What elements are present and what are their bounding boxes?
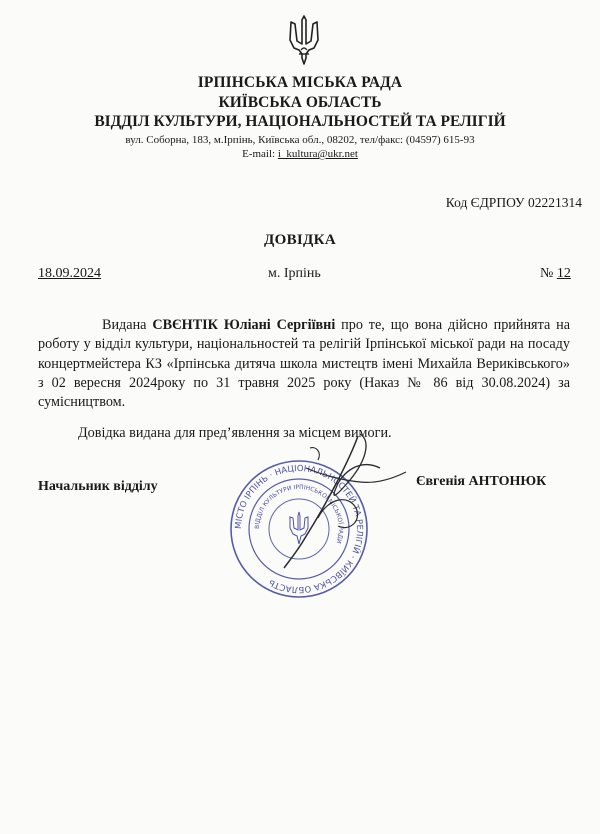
stamp-inner-text: ВІДДІЛ КУЛЬТУРИ ІРПІНСЬКОЇ МІСЬКОЇ РАДИ bbox=[253, 483, 345, 545]
number-label: № bbox=[540, 266, 557, 281]
trident-emblem-icon bbox=[287, 14, 321, 68]
document-number bbox=[540, 266, 571, 282]
signer-name: Євгенія АНТОНЮК bbox=[416, 474, 547, 489]
edrpou-code: Код ЄДРПОУ 02221314 bbox=[445, 195, 582, 210]
signer-role: Начальник відділу bbox=[38, 479, 158, 494]
document-date: 18.09.2024 bbox=[38, 266, 101, 281]
region-name: КИЇВСЬКА ОБЛАСТЬ bbox=[218, 94, 382, 111]
address-line: вул. Соборна, 183, м.Ірпінь, Київська обл., 08202, тел/факс: (04597) 615-93 bbox=[125, 134, 475, 146]
body-lead: Видана bbox=[102, 317, 153, 333]
department-name: ВІДДІЛ КУЛЬТУРИ, НАЦІОНАЛЬНОСТЕЙ ТА РЕЛІГІЙ bbox=[94, 113, 506, 130]
handwritten-signature-icon bbox=[210, 428, 410, 576]
email-line bbox=[0, 148, 600, 160]
document-city: м. Ірпінь bbox=[268, 266, 321, 281]
number-value: 12 bbox=[556, 266, 571, 281]
document-title: ДОВІДКА bbox=[264, 232, 336, 248]
council-name: ІРПІНСЬКА МІСЬКА РАДА bbox=[197, 74, 403, 91]
purpose-note: Довідка видана для пред’явлення за місцем вимоги. bbox=[78, 425, 392, 441]
email-value: i_kultura@ukr.net bbox=[277, 148, 358, 160]
stamp-outer-text: МІСТО ІРПІНЬ · НАЦІОНАЛЬНОСТЕЙ ТА РЕЛІГІЙ · КИЇВСЬКА ОБЛАСТЬ bbox=[233, 463, 365, 595]
person-name: СВЄНТІК Юліані Сергіївні bbox=[152, 317, 336, 333]
email-label: E-mail: bbox=[242, 148, 278, 160]
body-text: про те, що вона дійсно прийнята на роботу у відділ культури, національностей та релігій Ірпінської міської ради на посаду концертмейстера КЗ «Ірпінська дитяча школа мистецтв імені Михайла Вериківського» з 02 вересня 2024року по 31 травня 2025 року (Наказ № 86 від 30.08.2024) за сумісництвом. bbox=[38, 317, 571, 411]
certificate-body bbox=[38, 316, 570, 412]
